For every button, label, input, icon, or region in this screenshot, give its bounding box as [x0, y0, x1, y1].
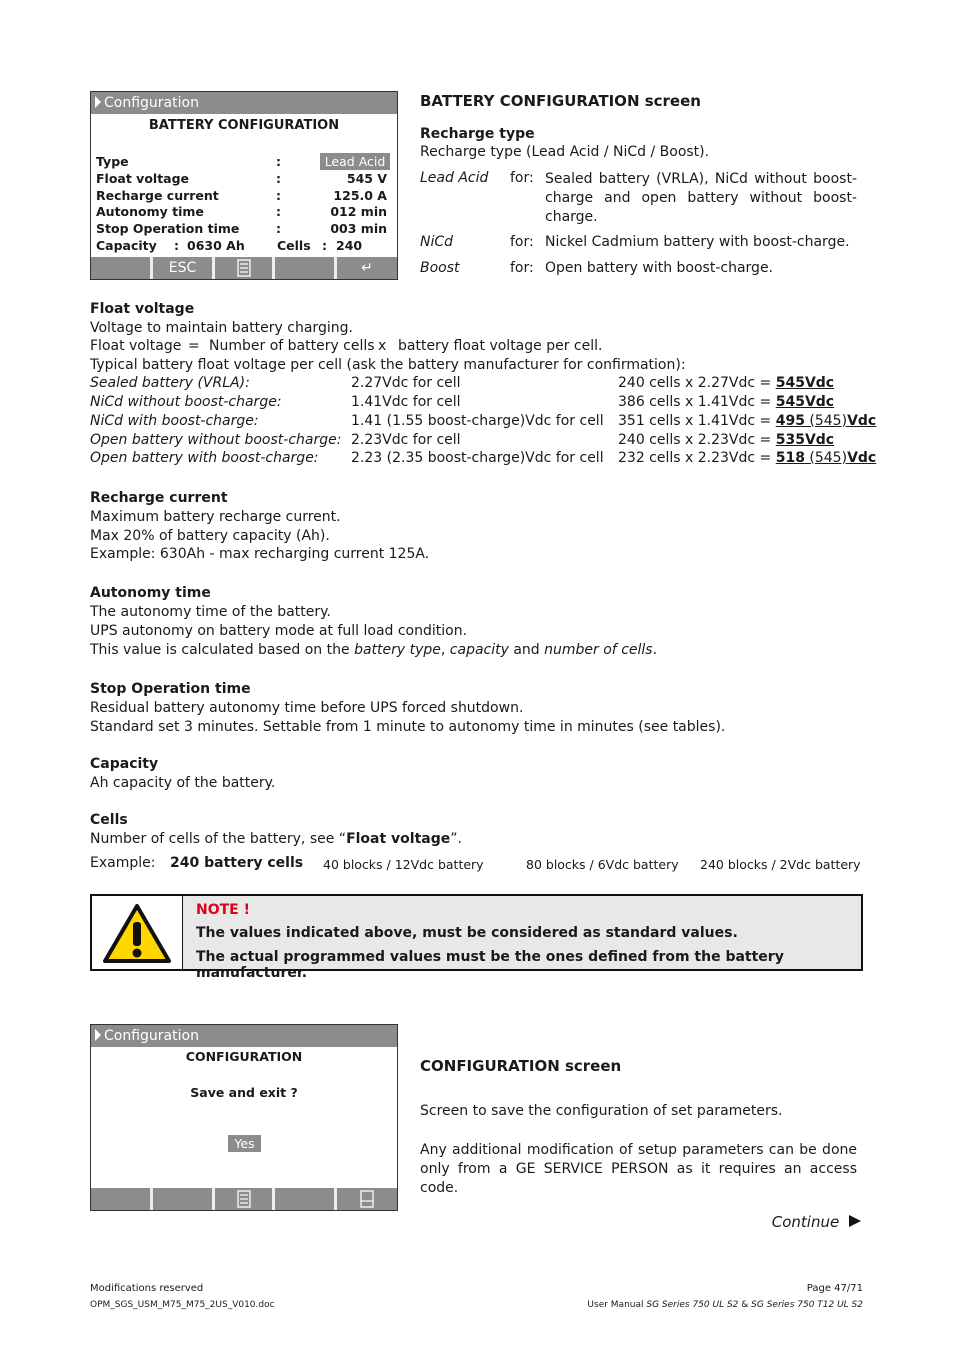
float-calc — [618, 375, 834, 391]
stop-line: Residual battery autonomy time before UPS forced shutdown. — [90, 700, 524, 716]
float-line1: Voltage to maintain battery charging. — [90, 320, 353, 336]
continue-label: Continue — [771, 1213, 840, 1231]
section2-p2: Any additional modification of setup parameters can be done only from a GE SERVICE PERSON as it requires an access code. — [420, 1142, 857, 1196]
calc-result-unit: Vdc — [847, 450, 877, 466]
calc-result-alt: (545) — [804, 413, 848, 429]
type-desc: Sealed battery (VRLA), NiCd without boost-charge and open battery without boost-charge. — [545, 171, 857, 225]
lcd-row-sep: : — [276, 188, 281, 203]
stop-heading: Stop Operation time — [90, 681, 251, 697]
recharge-type-heading: Recharge type — [420, 126, 535, 142]
float-calc — [618, 413, 876, 429]
footer-right-2 — [587, 1300, 863, 1310]
footer-left-2: OPM_SGS_USM_M75_M75_2US_V010.doc — [90, 1300, 275, 1310]
autonomy-heading: Autonomy time — [90, 585, 211, 601]
formula-c: battery float voltage per cell. — [398, 338, 603, 354]
lcd-softkey-bar — [91, 257, 397, 279]
cells-heading: Cells — [90, 812, 128, 828]
play-arrow-icon — [848, 1214, 862, 1228]
float-per-cell: 2.23 (2.35 boost-charge)Vdc for cell — [351, 450, 604, 466]
battery-config-lcd — [90, 91, 398, 280]
text-span: This value is calculated based on the — [90, 642, 355, 658]
battery-type-value[interactable] — [320, 153, 390, 170]
text-span: ”. — [450, 831, 462, 847]
lcd-row-sep: : — [276, 221, 281, 236]
cells-example-bold: 240 battery cells — [170, 855, 304, 871]
cells-value[interactable]: 240 — [336, 238, 363, 253]
recharge-line: Maximum battery recharge current. — [90, 509, 341, 525]
save-question: Save and exit ? — [190, 1085, 298, 1100]
list-edit-icon — [237, 1190, 251, 1208]
note-title: NOTE ! — [196, 902, 250, 918]
calc-text: 386 cells x 1.41Vdc = — [618, 394, 772, 410]
text-span: capacity — [449, 642, 509, 658]
cells-example-2: 80 blocks / 6Vdc battery — [526, 857, 679, 872]
caret-right-icon — [95, 96, 101, 108]
yes-label: Yes — [234, 1136, 255, 1151]
edit-list-softkey[interactable] — [215, 258, 272, 278]
autonomy-line — [90, 642, 657, 658]
capacity-label: Capacity — [96, 238, 157, 253]
lcd-row-label: Recharge current — [96, 188, 219, 203]
float-calc — [618, 450, 876, 466]
float-per-cell: 1.41Vdc for cell — [351, 394, 461, 410]
cells-line — [90, 831, 462, 847]
list-edit-icon — [237, 259, 251, 277]
lcd-row-sep: : — [276, 171, 281, 186]
note-line: The actual programmed values must be the ones defined from the battery manufacturer. — [196, 949, 784, 981]
formula-eq: = — [188, 338, 200, 354]
type-for: for: — [510, 260, 534, 276]
enter-softkey[interactable]: ↵ — [361, 260, 373, 276]
warning-icon — [102, 903, 172, 965]
capacity-line: Ah capacity of the battery. — [90, 775, 276, 791]
cells-example-label: Example: — [90, 855, 156, 871]
autonomy-time-value[interactable]: 012 min — [330, 204, 387, 219]
lcd-softkey-bar — [91, 1188, 397, 1210]
float-line3: Typical battery float voltage per cell (ask the battery manufacturer for confirmation): — [90, 357, 686, 373]
calc-text: 351 cells x 1.41Vdc = — [618, 413, 772, 429]
edit-list-softkey[interactable] — [215, 1189, 272, 1209]
caret-right-icon — [95, 1029, 101, 1041]
text-span: , — [440, 642, 450, 658]
cells-label: Cells — [277, 238, 311, 253]
capacity-sep: : — [174, 238, 179, 253]
note-line: The values indicated above, must be considered as standard values. — [196, 925, 738, 941]
footer-right-1: Page 47/71 — [806, 1283, 863, 1294]
calc-result-main: 518 — [775, 450, 805, 466]
lcd-title-bar — [91, 92, 397, 114]
float-per-cell: 2.23Vdc for cell — [351, 432, 461, 448]
type-desc: Open battery with boost-charge. — [545, 260, 774, 276]
calc-result: 545Vdc — [775, 394, 835, 410]
type-name: Lead Acid — [420, 170, 489, 186]
text-span: SG Series 750 UL S2 — [646, 1300, 739, 1310]
text-span: SG Series 750 T12 UL S2 — [751, 1300, 863, 1310]
lcd-row-sep: : — [276, 204, 281, 219]
section-title: CONFIGURATION screen — [420, 1057, 622, 1075]
continue-link[interactable] — [772, 1213, 862, 1231]
autonomy-line: The autonomy time of the battery. — [90, 604, 331, 620]
float-type: Open battery without boost-charge: — [90, 432, 342, 448]
lcd-title-bar — [91, 1025, 397, 1047]
float-voltage-value[interactable]: 545 V — [346, 171, 387, 186]
float-type: NiCd with boost-charge: — [90, 413, 259, 429]
text-span: . — [652, 642, 658, 658]
calc-result — [776, 450, 877, 466]
formula-x: x — [378, 338, 387, 354]
recharge-line: Max 20% of battery capacity (Ah). — [90, 528, 330, 544]
cells-example-1: 40 blocks / 12Vdc battery — [323, 857, 484, 872]
capacity-value[interactable]: 0630 Ah — [187, 238, 245, 253]
text-span: battery type — [354, 642, 441, 658]
calc-result — [776, 413, 877, 429]
lcd-row-label: Float voltage — [96, 171, 190, 186]
float-type: NiCd without boost-charge: — [90, 394, 282, 410]
lcd-heading: BATTERY CONFIGURATION — [148, 118, 340, 133]
autonomy-line: UPS autonomy on battery mode at full load condition. — [90, 623, 468, 639]
note-icon-cell — [92, 896, 183, 969]
float-per-cell: 1.41 (1.55 boost-charge)Vdc for cell — [351, 413, 604, 429]
text-span: User Manual — [587, 1300, 647, 1310]
recharge-current-value[interactable]: 125.0 A — [333, 188, 387, 203]
type-name: Boost — [420, 260, 460, 276]
formula-b: Number of battery cells — [209, 338, 375, 354]
section-title: BATTERY CONFIGURATION screen — [420, 92, 701, 110]
float-type: Open battery with boost-charge: — [90, 450, 319, 466]
calc-result-unit: Vdc — [847, 413, 877, 429]
save-config-lcd — [90, 1024, 398, 1211]
save-softkey[interactable] — [337, 1189, 397, 1209]
esc-softkey[interactable]: ESC — [168, 260, 197, 276]
cells-sep: : — [322, 238, 327, 253]
capacity-heading: Capacity — [90, 756, 159, 772]
formula-a: Float voltage — [90, 338, 182, 354]
recharge-heading: Recharge current — [90, 490, 228, 506]
lcd-row-sep: : — [276, 154, 281, 169]
stop-line: Standard set 3 minutes. Settable from 1 minute to autonomy time in minutes (see tables). — [90, 719, 726, 735]
type-for: for: — [510, 170, 534, 186]
lcd-heading: CONFIGURATION — [185, 1049, 303, 1064]
calc-result-main: 495 — [775, 413, 805, 429]
document-save-icon — [360, 1190, 374, 1208]
yes-button[interactable] — [228, 1135, 261, 1152]
calc-result: 545Vdc — [775, 375, 835, 391]
lcd-row-label: Autonomy time — [96, 204, 204, 219]
calc-text: 240 cells x 2.23Vdc = — [618, 432, 772, 448]
float-type: Sealed battery (VRLA): — [90, 375, 250, 391]
calc-result: 535Vdc — [775, 432, 835, 448]
stop-operation-value[interactable]: 003 min — [330, 221, 387, 236]
float-calc — [618, 432, 834, 448]
type-name: NiCd — [420, 234, 454, 250]
cells-example-3: 240 blocks / 2Vdc battery — [700, 857, 861, 872]
calc-result-alt: (545) — [804, 450, 848, 466]
text-span: number of cells — [544, 642, 653, 658]
type-desc: Nickel Cadmium battery with boost-charge. — [545, 234, 850, 250]
softkey-divider — [150, 1188, 153, 1210]
recharge-type-desc: Recharge type (Lead Acid / NiCd / Boost). — [420, 144, 710, 160]
footer-left-1: Modifications reserved — [90, 1283, 204, 1294]
calc-text: 232 cells x 2.23Vdc = — [618, 450, 772, 466]
text-span: & — [738, 1300, 752, 1310]
section2-p1: Screen to save the configuration of set parameters. — [420, 1103, 783, 1119]
lcd-row-label: Type — [96, 154, 129, 169]
softkey-divider — [272, 1188, 275, 1210]
calc-text: 240 cells x 2.27Vdc = — [618, 375, 772, 391]
float-calc — [618, 394, 834, 410]
battery-type-text: Lead Acid — [324, 154, 386, 169]
lcd-row-label: Stop Operation time — [96, 221, 240, 236]
recharge-line: Example: 630Ah - max recharging current 125A. — [90, 546, 430, 562]
float-per-cell: 2.27Vdc for cell — [351, 375, 461, 391]
softkey-divider — [272, 257, 275, 279]
type-for: for: — [510, 234, 534, 250]
lcd-title: Configuration — [104, 95, 199, 111]
text-span: Number of cells of the battery, see “ — [90, 831, 347, 847]
text-span: Float voltage — [346, 831, 451, 847]
text-span: and — [508, 642, 545, 658]
lcd-title: Configuration — [104, 1028, 199, 1044]
note-box — [90, 894, 863, 981]
float-heading: Float voltage — [90, 301, 195, 317]
